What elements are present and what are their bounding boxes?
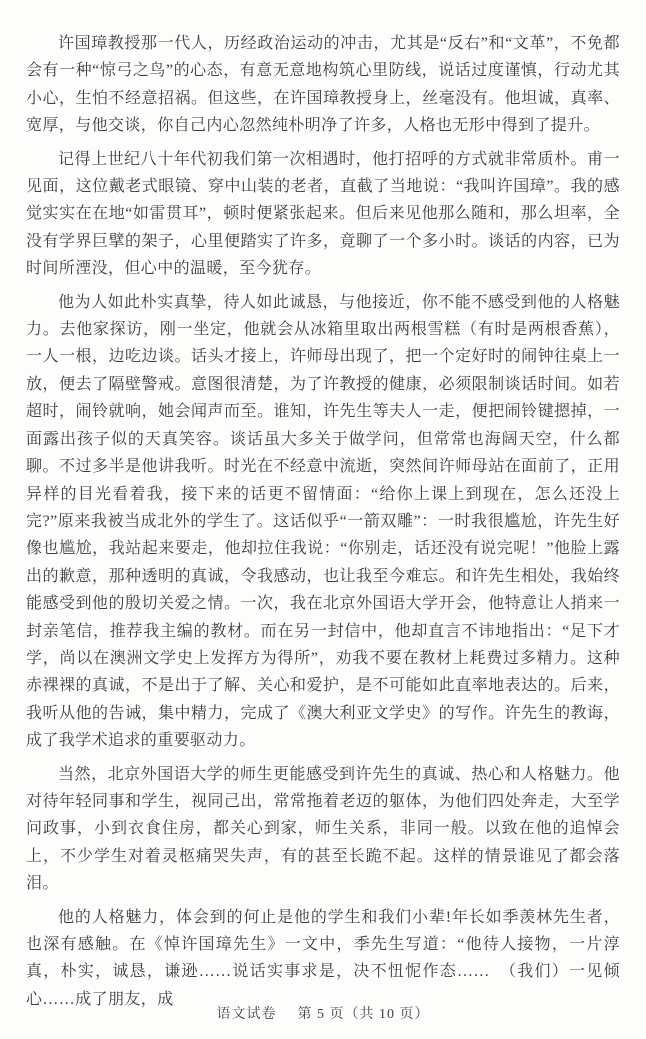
footer-doc-title: 语文试卷	[216, 1007, 277, 1022]
footer-page-number: 第 5 页（共 10 页）	[297, 1007, 430, 1022]
page-footer	[0, 1003, 646, 1023]
paragraph: 他为人如此朴实真挚，待人如此诚恳，与他接近，你不能不感受到他的人格魅力。去他家探访，刚一坐定，他就会从冰箱里取出两根雪糕（有时是两根香蕉），一人一根，边吃边谈。话头才接上，许师母出现了，把一个定好时的闹钟往桌上一放，便去了隔壁警戒。意图很清楚，为了许教授的健康，必须限制谈话时间。如若超时，闹铃就响，她会闻声而至。谁知，许先生等夫人一走，便把闹铃键摁掉，一面露出孩子似的天真笑容。谈话虽大多关于做学问，但常常也海阔天空，什么都聊。不过多半是他讲我听。时光在不经意中流逝，突然间许师母站在面前了，正用异样的目光看着我，接下来的话更不留情面：“给你上课上到现在，怎么还没上完?”原来我被当成北外的学生了。这话似乎“一箭双雕”：一时我很尴尬，许先生好像也尴尬，我站起来要走，他却拉住我说：“你别走，话还没有说完呢！”他脸上露出的歉意，那种透明的真诚，令我感动，也让我至今难忘。和许先生相处，我始终能感受到他的殷切关爱之情。一次，我在北京外国语大学开会，他特意让人捎来一封亲笔信，推荐我主编的教材。而在另一封信中，他却直言不讳地指出：“足下才学，尚以在澳洲文学史上发挥方为得所”，劝我不要在教材上耗费过多精力。这种赤裸裸的真诚，不是出于了解、关心和爱护，是不可能如此直率地表达的。后来，我听从他的告诫，集中精力，完成了《澳大利亚文学史》的写作。许先生的教诲，成了我学术追求的重要驱动力。	[26, 293, 620, 750]
paragraph: 许国璋教授那一代人，历经政治运动的冲击，尤其是“反右”和“文革”，不免都会有一种“惊弓之鸟”的心态，有意无意地构筑心里防线，说话过度谨慎，行动尤其小心，生怕不经意招祸。但这些，在许国璋教授身上，丝毫没有。他坦诚，真率、宽厚，与他交谈，你自己内心忽然纯朴明净了许多，人格也无形中得到了提升。	[26, 35, 620, 135]
essay-body	[26, 30, 620, 1013]
paragraph: 记得上世纪八十年代初我们第一次相遇时，他打招呼的方式就非常质朴。甫一见面，这位戴老式眼镜、穿中山装的老者，直截了当地说：“我叫许国璋”。我的感觉实实在在地“如雷贯耳”，顿时便紧张起来。但后来见他那么随和，那么坦率，全没有学界巨擘的架子，心里便踏实了许多，竟聊了一个多小时。谈话的内容，已为时间所湮没，但心中的温暖，至今犹存。	[26, 150, 620, 278]
paragraph: 当然，北京外国语大学的师生更能感受到许先生的真诚、热心和人格魅力。他对待年轻同事和学生，视同己出，常常拖着老迈的躯体，为他们四处奔走，大至学问政事，小到衣食住房，都关心到家，师生关系，非同一般。以致在他的追悼会上，不少学生对着灵柩痛哭失声，有的甚至长跪不起。这样的情景谁见了都会落泪。	[26, 765, 620, 893]
paragraph: 他的人格魅力，体会到的何止是他的学生和我们小辈!年长如季羡林先生者，也深有感触。在《悼许国璋先生》一文中，季先生写道：“他待人接物，一片淳真，朴实，诚恳，谦逊……说话实事求是，决不忸怩作态…… （我们）一见倾心……成了朋友，成	[26, 908, 620, 1008]
